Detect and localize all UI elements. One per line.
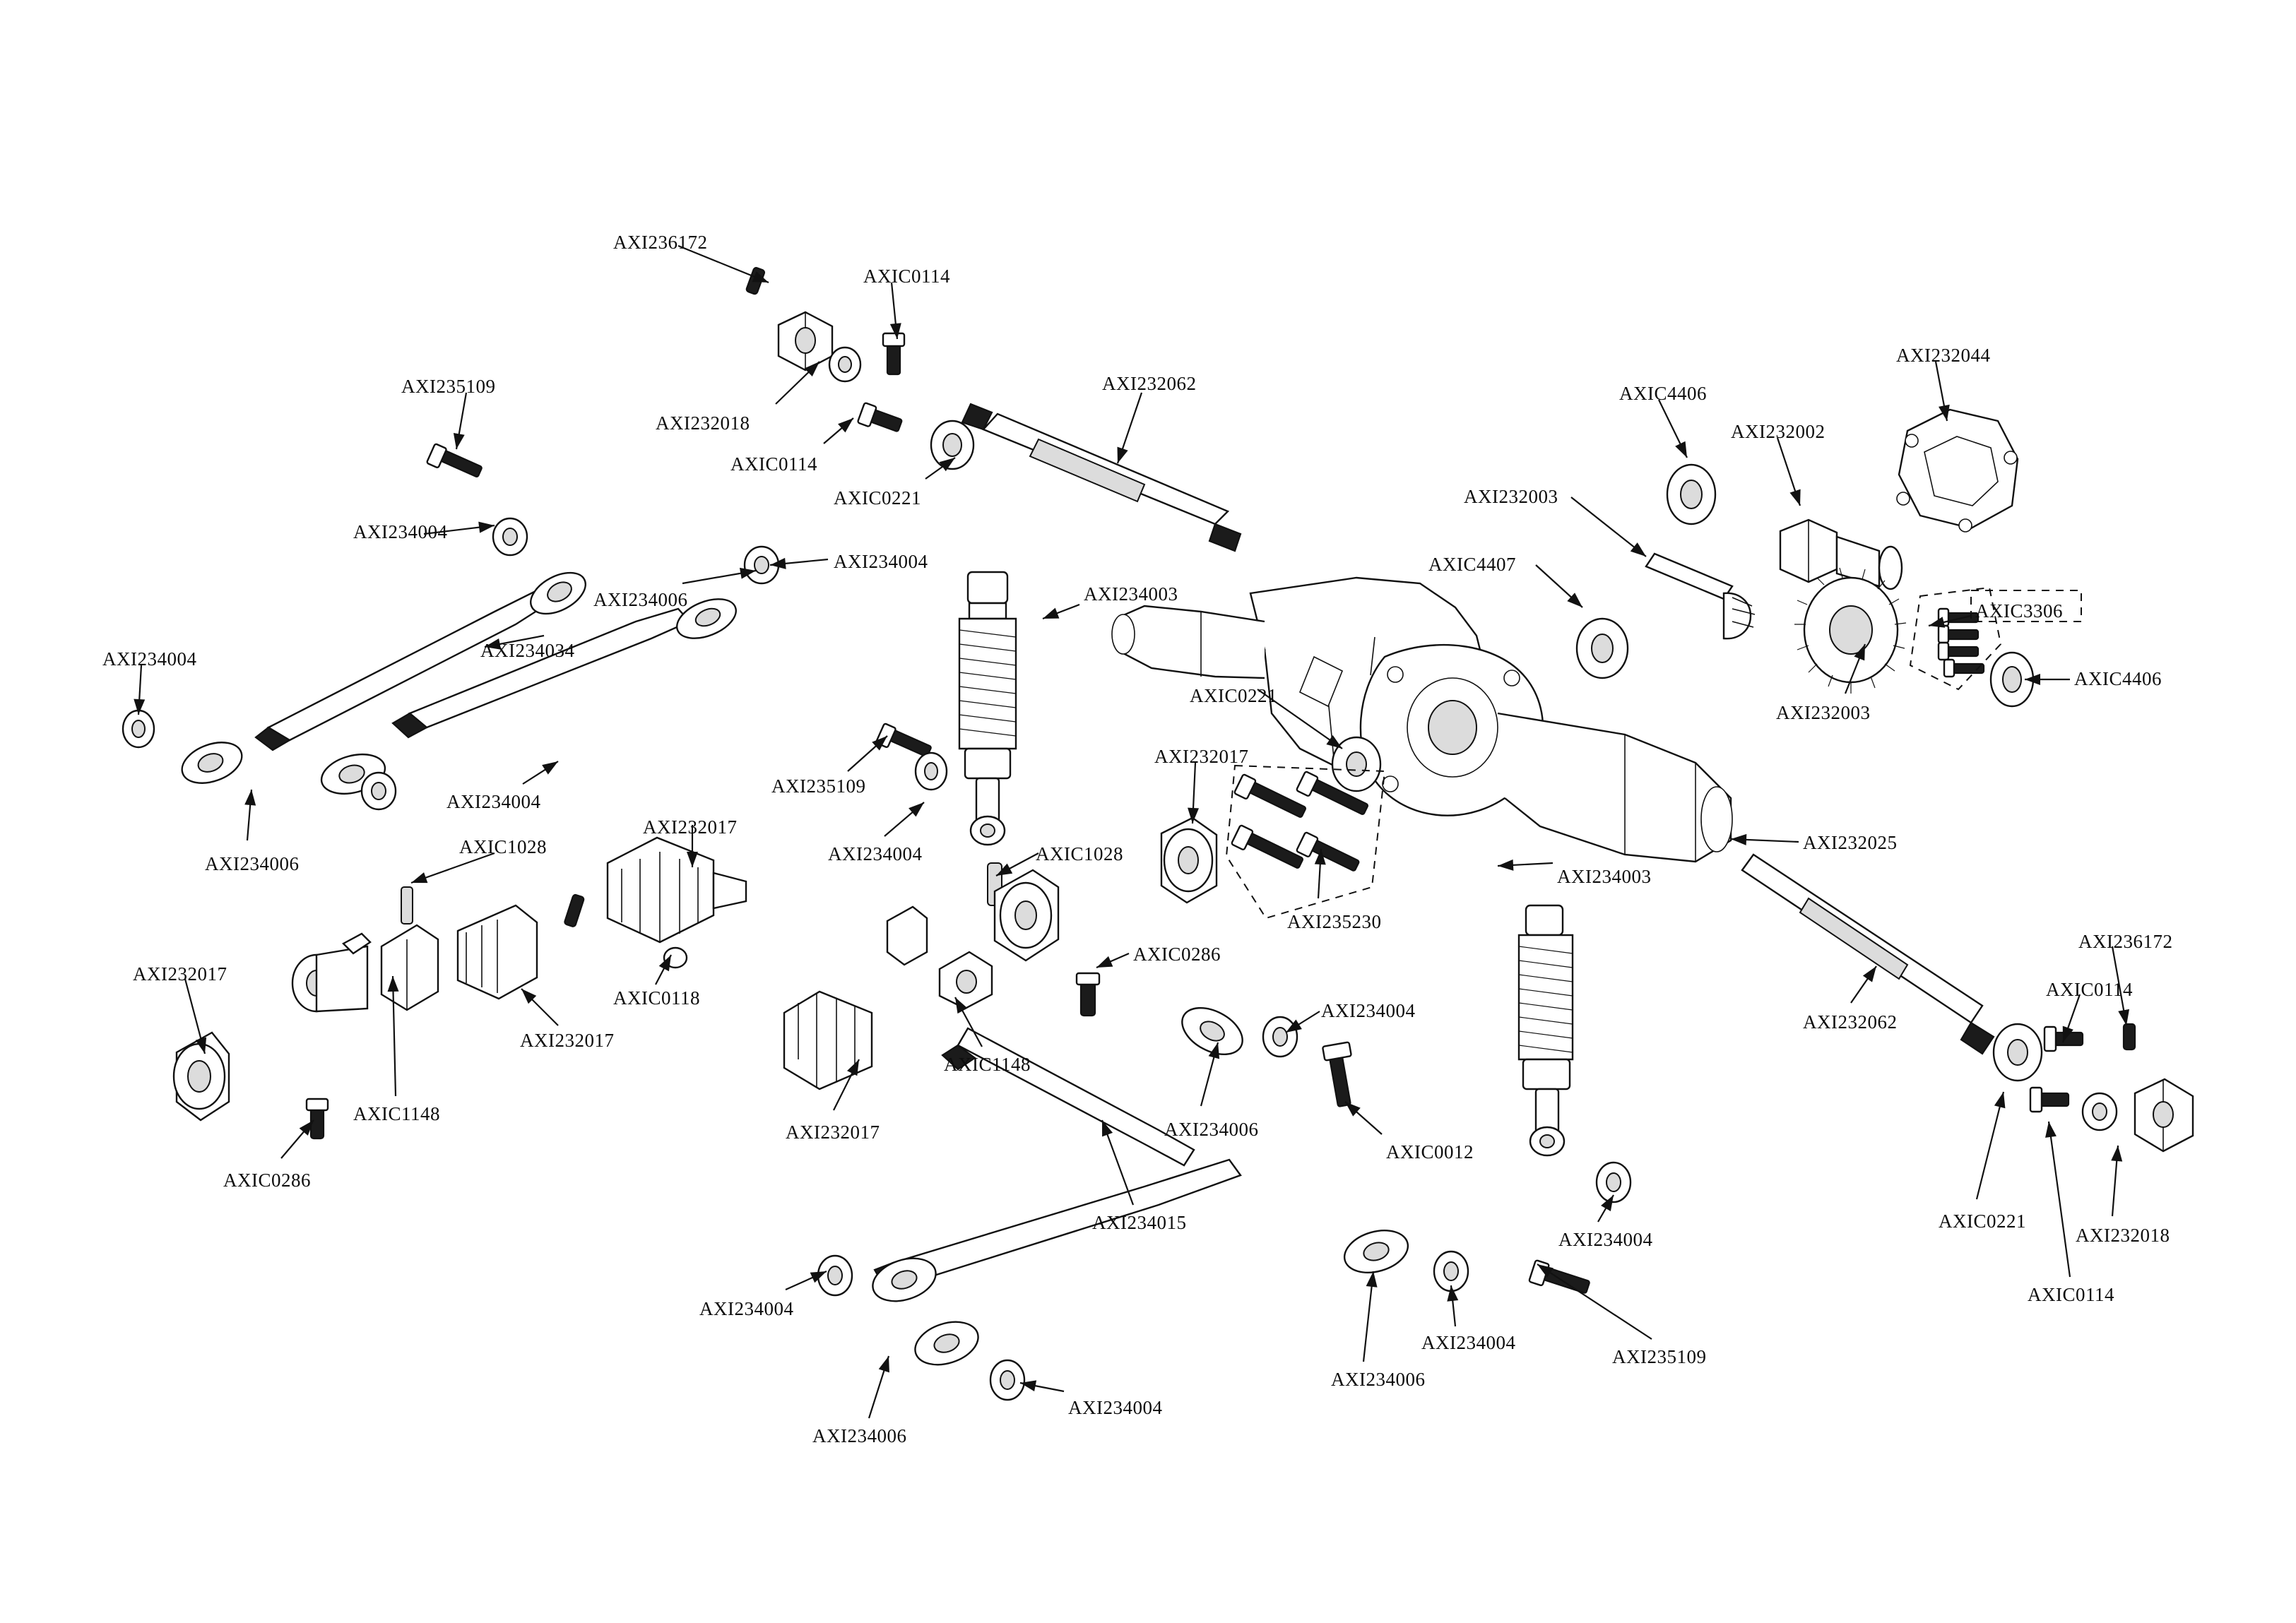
leader-arrowhead xyxy=(2045,1122,2057,1138)
part-label-axi234006: AXI234006 xyxy=(812,1425,907,1446)
part-label-axi232003: AXI232003 xyxy=(1776,702,1871,723)
leader-arrowhead xyxy=(1366,1271,1378,1288)
part-label-axic0114: AXIC0114 xyxy=(730,453,817,475)
part-label-axic1148: AXIC1148 xyxy=(353,1103,440,1124)
leader-arrowhead xyxy=(2111,1146,2122,1162)
part-label-axic0221: AXIC0221 xyxy=(1939,1211,2026,1232)
part-label-axic0286: AXIC0286 xyxy=(223,1170,311,1191)
part-label-axic1028: AXIC1028 xyxy=(459,836,547,857)
part-label-axi235109: AXI235109 xyxy=(401,376,496,397)
part-label-axi232017: AXI232017 xyxy=(1154,746,1249,767)
leader-arrowhead xyxy=(454,433,465,449)
part-label-axi234034: AXI234034 xyxy=(480,640,575,661)
leader-arrowhead xyxy=(1631,542,1646,557)
part-label-axic1148: AXIC1148 xyxy=(944,1054,1031,1075)
part-label-axic0221: AXIC0221 xyxy=(834,487,921,509)
part-label-axi232062: AXI232062 xyxy=(1102,373,1197,394)
part-label-axic4406: AXIC4406 xyxy=(2074,668,2162,689)
part-label-axi232017: AXI232017 xyxy=(786,1122,880,1143)
part-label-axi232044: AXI232044 xyxy=(1896,345,1991,366)
leader-arrowhead xyxy=(244,790,256,806)
part-label-axi234004: AXI234004 xyxy=(1421,1332,1516,1353)
leader-line xyxy=(1977,1092,2004,1199)
leader-arrowhead xyxy=(1118,447,1128,463)
part-label-axi234004: AXI234004 xyxy=(699,1298,794,1319)
leader-line xyxy=(2049,1122,2070,1277)
part-label-axi232017: AXI232017 xyxy=(520,1030,615,1051)
part-label-axi235109: AXI235109 xyxy=(1612,1346,1707,1367)
leader-arrowhead xyxy=(1789,489,1800,506)
part-label-axi234006: AXI234006 xyxy=(593,589,688,610)
leader-arrowhead xyxy=(1731,834,1746,845)
part-label-axi234004: AXI234004 xyxy=(828,843,923,864)
part-label-axic1028: AXIC1028 xyxy=(1036,843,1123,864)
part-label-axic0114: AXIC0114 xyxy=(863,266,950,287)
part-label-axic0114: AXIC0114 xyxy=(2028,1284,2114,1305)
bottom-right-hardware xyxy=(1994,1024,2193,1151)
leader-arrowhead xyxy=(1929,617,1945,628)
part-label-axi232018: AXI232018 xyxy=(2076,1225,2170,1246)
part-label-axi232017: AXI232017 xyxy=(643,816,738,838)
part-label-axi234006: AXI234006 xyxy=(205,853,300,874)
part-label-axi234003: AXI234003 xyxy=(1084,583,1178,605)
shock-left xyxy=(959,572,1016,845)
part-label-axi232017: AXI232017 xyxy=(133,963,227,985)
part-label-axi235109: AXI235109 xyxy=(771,775,866,797)
part-label-axic4406: AXIC4406 xyxy=(1619,383,1707,404)
part-label-axic0114: AXIC0114 xyxy=(2046,979,2133,1000)
part-label-axic0118: AXIC0118 xyxy=(613,987,700,1009)
axle-housing-group xyxy=(1112,578,1732,862)
top-hardware-group xyxy=(746,267,974,469)
leader-arrowhead xyxy=(1675,441,1687,458)
part-label-axi235230: AXI235230 xyxy=(1287,911,1382,932)
part-label-axi234004: AXI234004 xyxy=(834,551,928,572)
shock-right xyxy=(1519,905,1573,1155)
part-label-axi232025: AXI232025 xyxy=(1803,832,1898,853)
part-label-axic3306: AXIC3306 xyxy=(1975,600,2063,622)
leader-arrowhead xyxy=(879,1356,889,1372)
part-label-axi234006: AXI234006 xyxy=(1331,1369,1426,1390)
leader-arrowhead xyxy=(411,872,427,883)
part-label-axi234004: AXI234004 xyxy=(102,648,197,670)
part-label-axi232003: AXI232003 xyxy=(1464,486,1558,507)
leader-arrowhead xyxy=(1498,860,1513,871)
part-label-axi236172: AXI236172 xyxy=(2078,931,2173,952)
leader-arrowhead xyxy=(478,522,495,533)
leader-arrowhead xyxy=(1994,1092,2006,1108)
diff-components-group xyxy=(1577,410,2081,706)
part-label-axi234004: AXI234004 xyxy=(1068,1397,1163,1418)
leader-arrowhead xyxy=(1096,956,1113,968)
part-label-axi234003: AXI234003 xyxy=(1557,866,1652,887)
part-label-axi234006: AXI234006 xyxy=(1164,1119,1259,1140)
part-label-axi234004: AXI234004 xyxy=(446,791,541,812)
part-label-axi236172: AXI236172 xyxy=(613,232,708,253)
part-label-axi234004: AXI234004 xyxy=(353,521,448,542)
part-label-axi232062: AXI232062 xyxy=(1803,1011,1898,1033)
part-label-axi232018: AXI232018 xyxy=(656,412,750,434)
part-label-axi234015: AXI234015 xyxy=(1092,1212,1187,1233)
part-label-axic0012: AXIC0012 xyxy=(1386,1141,1474,1163)
part-label-axic0221: AXIC0221 xyxy=(1190,685,1277,706)
leader-arrowhead xyxy=(1043,608,1059,619)
leader-arrowhead xyxy=(2118,1009,2129,1025)
driveshaft-upper xyxy=(962,404,1241,551)
leader-arrowhead xyxy=(1863,966,1876,982)
part-label-axi232002: AXI232002 xyxy=(1731,421,1825,442)
part-label-axi234004: AXI234004 xyxy=(1321,1000,1416,1021)
upper-left-link-assembly xyxy=(123,444,947,809)
part-label-axic4407: AXIC4407 xyxy=(1428,554,1516,575)
leader-arrowhead xyxy=(542,761,558,775)
leader-line xyxy=(1537,1264,1652,1339)
part-label-axi234004: AXI234004 xyxy=(1558,1229,1653,1250)
part-label-axic0286: AXIC0286 xyxy=(1133,944,1221,965)
